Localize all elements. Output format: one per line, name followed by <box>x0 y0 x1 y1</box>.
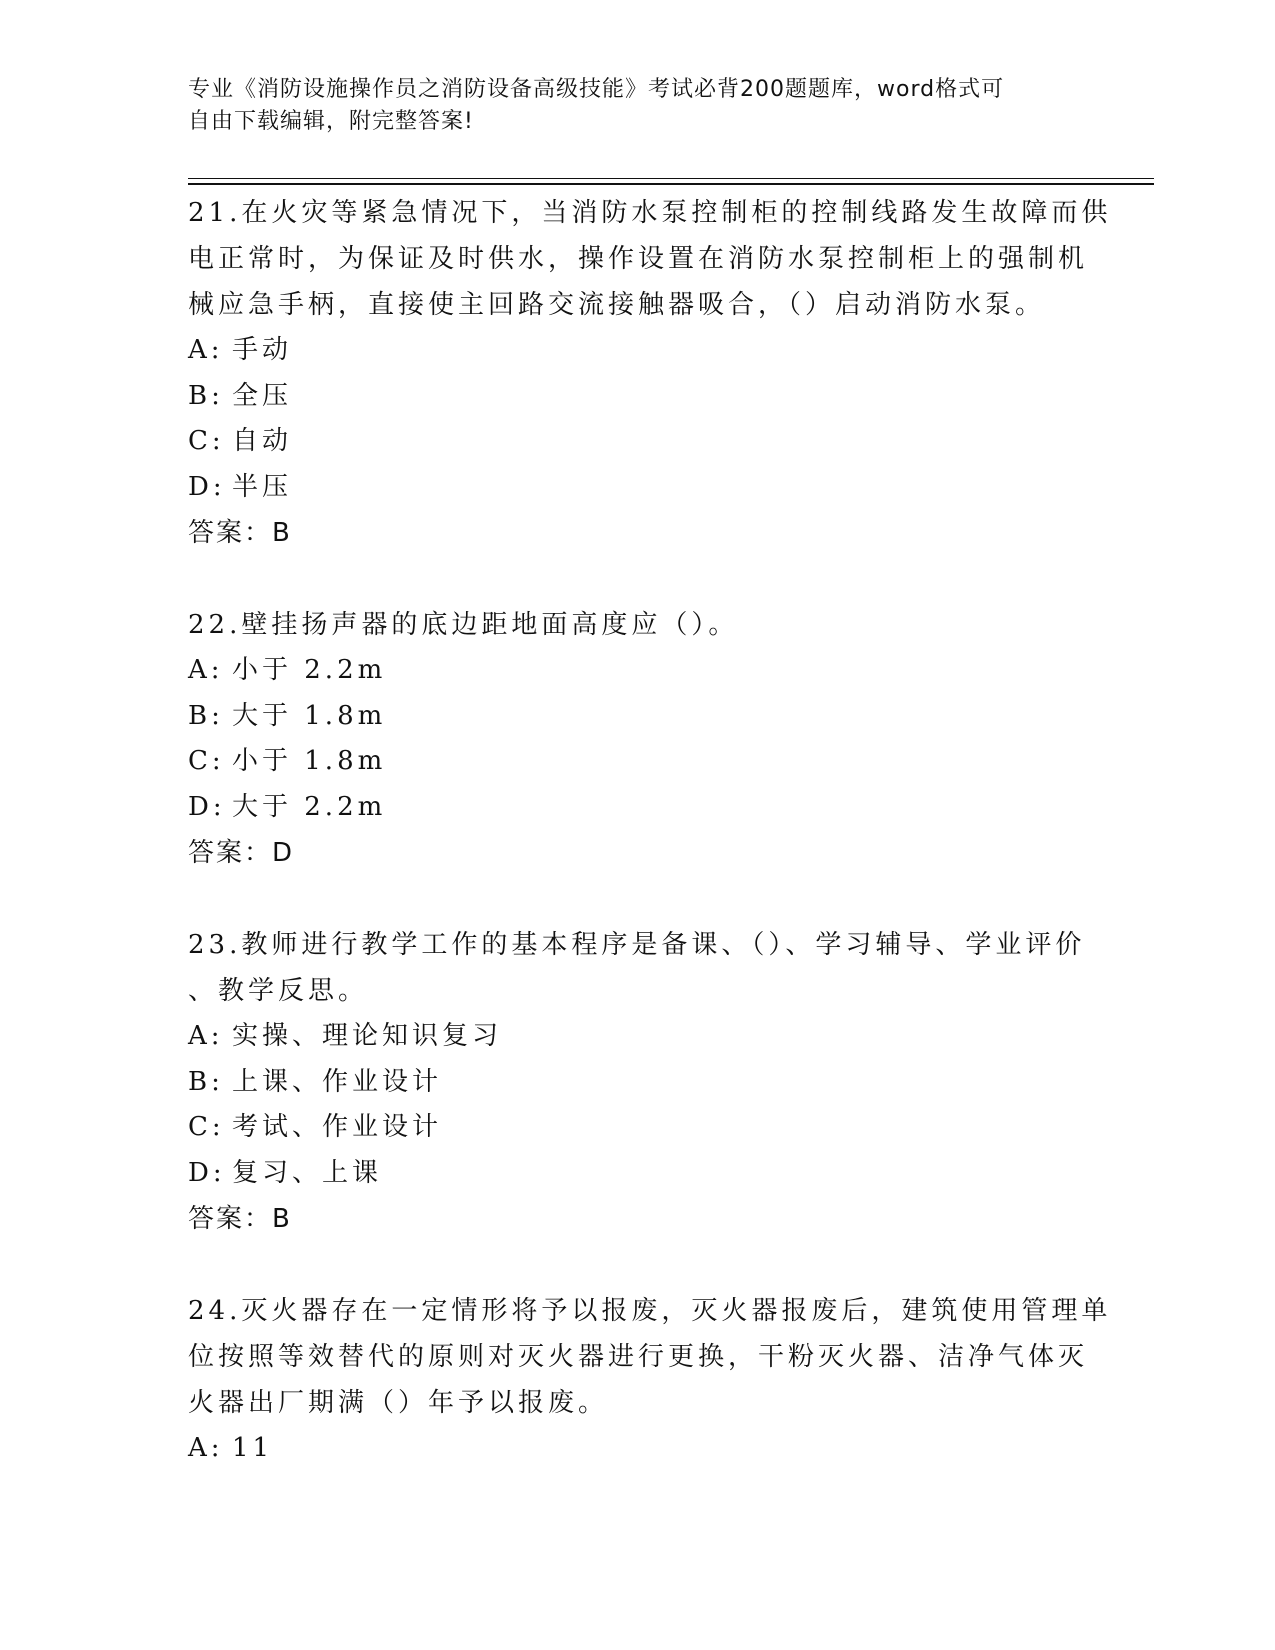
question-23 <box>188 922 1088 1288</box>
option-text: 全压 <box>232 380 293 411</box>
option-key: D: <box>188 1157 226 1188</box>
option-key: D: <box>188 471 226 502</box>
question-21 <box>188 190 1112 602</box>
question-text-line: 24.灭火器存在一定情形将予以报废，灭火器报废后，建筑使用管理单 <box>188 1296 1112 1326</box>
question-gap <box>188 556 1088 602</box>
option-text: 半压 <box>232 471 293 502</box>
option-text: 大于 1.8m <box>232 700 387 731</box>
option-key: B: <box>188 1066 224 1097</box>
option-text: 复习、上课 <box>232 1157 383 1188</box>
option-a <box>188 648 1088 694</box>
option-key: A: <box>188 655 224 685</box>
header-title-line-2: 自由下载编辑，附完整答案! <box>188 109 474 134</box>
option-text: 小于 2.2m <box>232 655 387 685</box>
option-key: A: <box>188 1433 224 1463</box>
question-gap <box>188 876 1088 922</box>
answer-line: 答案：D <box>188 838 295 868</box>
question-list <box>188 190 1112 1472</box>
question-22 <box>188 602 1088 922</box>
header-divider-thin <box>188 178 1154 179</box>
option-text: 小于 1.8m <box>232 746 387 776</box>
option-key: C: <box>188 426 225 456</box>
option-b <box>188 694 1088 740</box>
answer-line: 答案：B <box>188 1204 292 1234</box>
question-text-line: 火器出厂期满（）年予以报废。 <box>188 1388 609 1418</box>
option-key: D: <box>188 791 226 822</box>
header-divider-thick <box>188 183 1154 185</box>
option-b <box>188 374 1088 420</box>
option-a <box>188 328 1088 374</box>
option-b <box>188 1060 1088 1106</box>
option-text: 上课、作业设计 <box>232 1066 443 1097</box>
question-text-line: 22.壁挂扬声器的底边距地面高度应（）。 <box>188 610 739 640</box>
question-text-line: 21.在火灾等紧急情况下，当消防水泵控制柜的控制线路发生故障而供 <box>188 198 1112 228</box>
option-c <box>188 419 1088 465</box>
answer-line: 答案：B <box>188 518 292 548</box>
question-gap <box>188 1242 1088 1288</box>
question-text-line: 电正常时，为保证及时供水，操作设置在消防水泵控制柜上的强制机 <box>188 244 1089 274</box>
option-d <box>188 1151 1088 1197</box>
option-key: B: <box>188 700 224 731</box>
option-c <box>188 739 1088 785</box>
option-key: B: <box>188 380 224 411</box>
question-text-line: 、教学反思。 <box>188 976 369 1006</box>
option-key: C: <box>188 746 225 776</box>
option-key: A: <box>188 335 224 365</box>
option-text: 自动 <box>232 426 293 456</box>
document-header <box>188 74 1088 138</box>
option-key: A: <box>188 1021 224 1051</box>
option-d <box>188 465 1088 511</box>
question-text-line: 械应急手柄，直接使主回路交流接触器吸合，（）启动消防水泵。 <box>188 290 1046 320</box>
option-text: 11 <box>232 1433 274 1463</box>
header-title-line-1: 专业《消防设施操作员之消防设备高级技能》考试必背200题题库，word格式可 <box>188 77 1005 102</box>
question-text-line: 位按照等效替代的原则对灭火器进行更换，干粉灭火器、洁净气体灭 <box>188 1342 1089 1372</box>
option-key: C: <box>188 1112 225 1142</box>
option-d <box>188 785 1088 831</box>
option-a <box>188 1014 1088 1060</box>
option-text: 大于 2.2m <box>232 791 387 822</box>
option-text: 考试、作业设计 <box>232 1112 443 1142</box>
option-a <box>188 1426 1088 1472</box>
option-text: 手动 <box>232 335 293 365</box>
question-text-line: 23.教师进行教学工作的基本程序是备课、（）、学习辅导、学业评价 <box>188 930 1086 960</box>
option-c <box>188 1105 1088 1151</box>
question-24 <box>188 1288 1112 1472</box>
option-text: 实操、理论知识复习 <box>232 1021 503 1051</box>
